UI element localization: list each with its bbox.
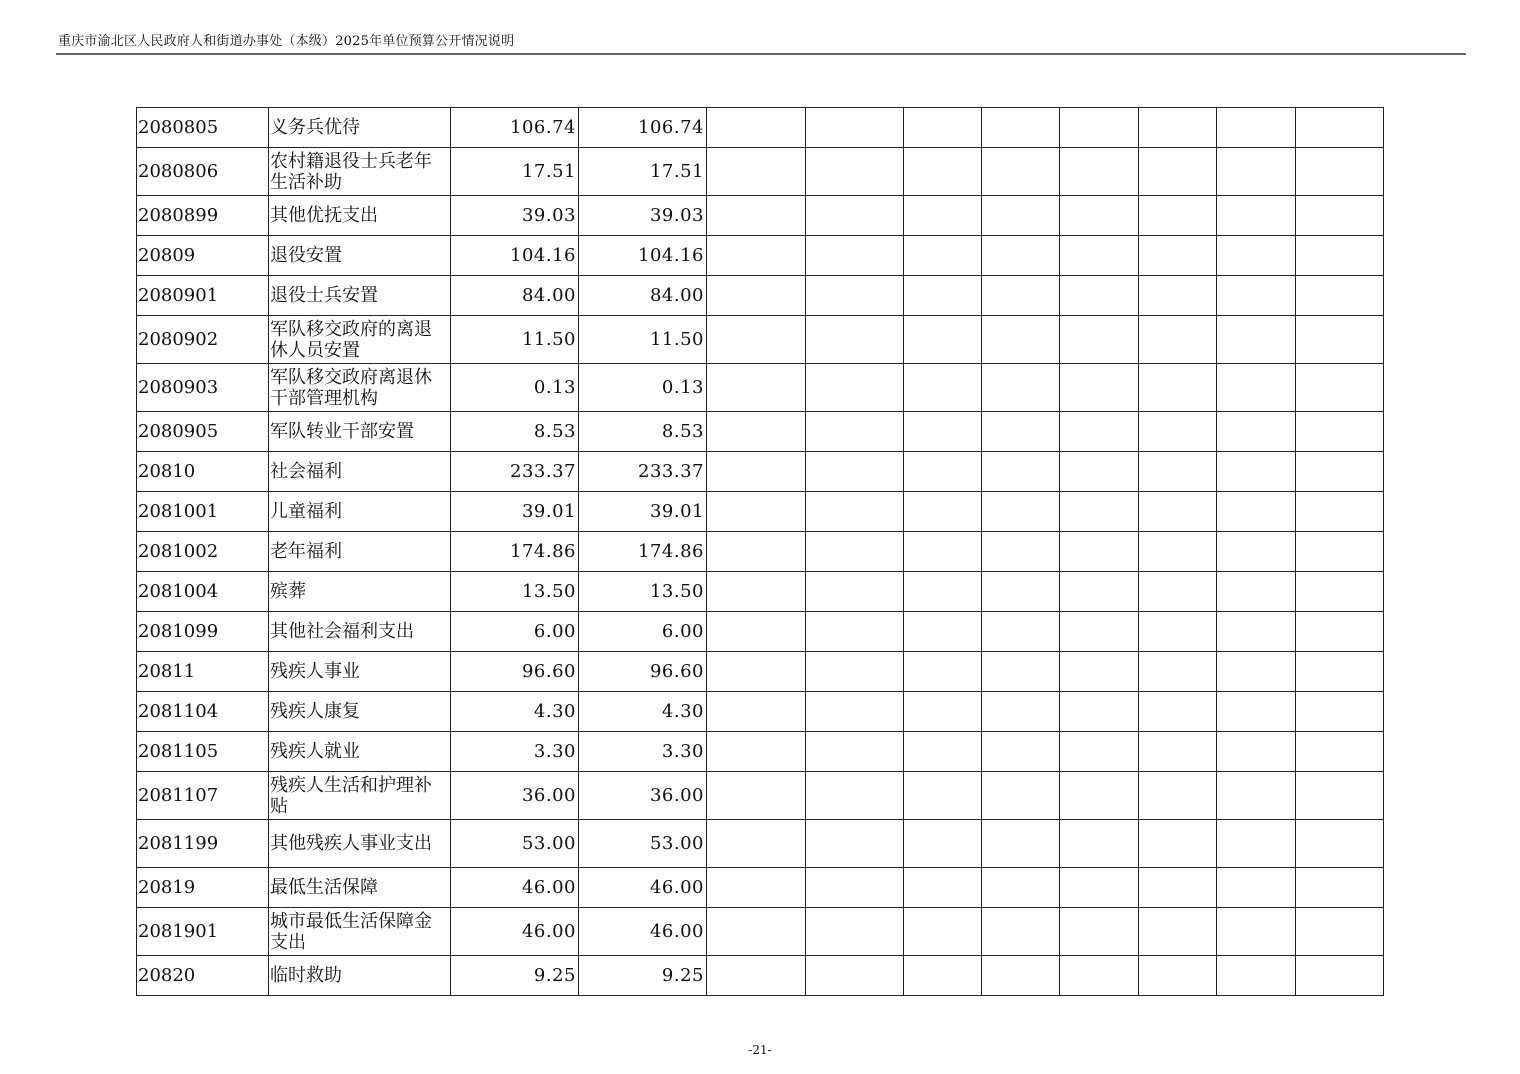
empty-cell — [904, 956, 982, 996]
table-row — [137, 364, 1384, 412]
table-row — [137, 772, 1384, 820]
total-amount-cell: 39.01 — [451, 492, 579, 532]
empty-cell — [904, 412, 982, 452]
empty-cell — [1296, 452, 1384, 492]
empty-cell — [1060, 108, 1139, 148]
subject-name-cell: 其他社会福利支出 — [269, 612, 451, 652]
basic-expenditure-cell: 3.30 — [579, 732, 707, 772]
empty-cell — [707, 868, 806, 908]
total-amount-cell: 36.00 — [451, 772, 579, 820]
subject-name-cell: 退役士兵安置 — [269, 276, 451, 316]
empty-cell — [707, 732, 806, 772]
empty-cell — [707, 148, 806, 196]
empty-cell — [1217, 364, 1296, 412]
total-amount-cell: 17.51 — [451, 148, 579, 196]
empty-cell — [1060, 732, 1139, 772]
empty-cell — [982, 236, 1060, 276]
empty-cell — [904, 692, 982, 732]
empty-cell — [1060, 652, 1139, 692]
empty-cell — [1060, 148, 1139, 196]
subject-code-cell: 2080805 — [137, 108, 269, 148]
table-row — [137, 108, 1384, 148]
total-amount-cell: 13.50 — [451, 572, 579, 612]
empty-cell — [1139, 196, 1217, 236]
empty-cell — [904, 532, 982, 572]
empty-cell — [1296, 652, 1384, 692]
empty-cell — [1060, 692, 1139, 732]
empty-cell — [806, 868, 904, 908]
empty-cell — [1139, 364, 1217, 412]
basic-expenditure-cell: 46.00 — [579, 868, 707, 908]
subject-name-cell: 军队移交政府离退休干部管理机构 — [269, 364, 451, 412]
empty-cell — [982, 732, 1060, 772]
subject-code-cell: 20811 — [137, 652, 269, 692]
empty-cell — [904, 108, 982, 148]
empty-cell — [982, 316, 1060, 364]
subject-name-cell: 残疾人康复 — [269, 692, 451, 732]
subject-code-cell: 2080899 — [137, 196, 269, 236]
subject-name-cell: 残疾人就业 — [269, 732, 451, 772]
empty-cell — [1296, 732, 1384, 772]
empty-cell — [707, 196, 806, 236]
subject-name-cell: 其他优抚支出 — [269, 196, 451, 236]
basic-expenditure-cell: 84.00 — [579, 276, 707, 316]
empty-cell — [707, 612, 806, 652]
empty-cell — [1217, 236, 1296, 276]
empty-cell — [1296, 276, 1384, 316]
empty-cell — [806, 532, 904, 572]
empty-cell — [1296, 868, 1384, 908]
empty-cell — [1139, 692, 1217, 732]
subject-code-cell: 2080905 — [137, 412, 269, 452]
basic-expenditure-cell: 39.03 — [579, 196, 707, 236]
empty-cell — [1139, 276, 1217, 316]
empty-cell — [806, 956, 904, 996]
total-amount-cell: 0.13 — [451, 364, 579, 412]
basic-expenditure-cell: 46.00 — [579, 908, 707, 956]
total-amount-cell: 53.00 — [451, 820, 579, 868]
empty-cell — [1217, 868, 1296, 908]
empty-cell — [1060, 276, 1139, 316]
empty-cell — [1217, 572, 1296, 612]
empty-cell — [904, 236, 982, 276]
empty-cell — [1296, 908, 1384, 956]
empty-cell — [1217, 532, 1296, 572]
empty-cell — [1296, 364, 1384, 412]
table-row — [137, 908, 1384, 956]
empty-cell — [1060, 772, 1139, 820]
table-row — [137, 276, 1384, 316]
empty-cell — [1060, 196, 1139, 236]
subject-code-cell: 2080806 — [137, 148, 269, 196]
subject-code-cell: 20819 — [137, 868, 269, 908]
basic-expenditure-cell: 9.25 — [579, 956, 707, 996]
empty-cell — [806, 772, 904, 820]
empty-cell — [1060, 364, 1139, 412]
empty-cell — [1139, 452, 1217, 492]
empty-cell — [1060, 612, 1139, 652]
total-amount-cell: 6.00 — [451, 612, 579, 652]
empty-cell — [1139, 492, 1217, 532]
empty-cell — [982, 532, 1060, 572]
empty-cell — [1139, 612, 1217, 652]
subject-name-cell: 军队转业干部安置 — [269, 412, 451, 452]
total-amount-cell: 39.03 — [451, 196, 579, 236]
empty-cell — [904, 772, 982, 820]
subject-name-cell: 社会福利 — [269, 452, 451, 492]
empty-cell — [806, 316, 904, 364]
total-amount-cell: 4.30 — [451, 692, 579, 732]
empty-cell — [1217, 652, 1296, 692]
empty-cell — [1060, 412, 1139, 452]
table-row — [137, 412, 1384, 452]
empty-cell — [1139, 868, 1217, 908]
empty-cell — [707, 572, 806, 612]
table-row — [137, 652, 1384, 692]
empty-cell — [1296, 532, 1384, 572]
empty-cell — [1060, 236, 1139, 276]
empty-cell — [982, 772, 1060, 820]
empty-cell — [1139, 148, 1217, 196]
table-row — [137, 196, 1384, 236]
basic-expenditure-cell: 36.00 — [579, 772, 707, 820]
empty-cell — [982, 148, 1060, 196]
subject-name-cell: 其他残疾人事业支出 — [269, 820, 451, 868]
empty-cell — [1060, 956, 1139, 996]
empty-cell — [806, 692, 904, 732]
empty-cell — [982, 820, 1060, 868]
basic-expenditure-cell: 8.53 — [579, 412, 707, 452]
subject-name-cell: 农村籍退役士兵老年生活补助 — [269, 148, 451, 196]
subject-name-cell: 义务兵优待 — [269, 108, 451, 148]
empty-cell — [1139, 572, 1217, 612]
basic-expenditure-cell: 174.86 — [579, 532, 707, 572]
empty-cell — [1139, 956, 1217, 996]
total-amount-cell: 11.50 — [451, 316, 579, 364]
empty-cell — [904, 196, 982, 236]
subject-code-cell: 2081001 — [137, 492, 269, 532]
empty-cell — [982, 412, 1060, 452]
empty-cell — [1217, 732, 1296, 772]
empty-cell — [707, 236, 806, 276]
empty-cell — [707, 412, 806, 452]
total-amount-cell: 96.60 — [451, 652, 579, 692]
empty-cell — [1296, 196, 1384, 236]
empty-cell — [1060, 532, 1139, 572]
basic-expenditure-cell: 17.51 — [579, 148, 707, 196]
empty-cell — [904, 652, 982, 692]
subject-code-cell: 2081105 — [137, 732, 269, 772]
empty-cell — [806, 196, 904, 236]
empty-cell — [1217, 908, 1296, 956]
empty-cell — [1296, 612, 1384, 652]
empty-cell — [707, 956, 806, 996]
empty-cell — [904, 612, 982, 652]
subject-code-cell: 2080901 — [137, 276, 269, 316]
subject-code-cell: 2081099 — [137, 612, 269, 652]
subject-name-cell: 临时救助 — [269, 956, 451, 996]
empty-cell — [1296, 956, 1384, 996]
table-row — [137, 492, 1384, 532]
subject-name-cell: 残疾人生活和护理补贴 — [269, 772, 451, 820]
empty-cell — [707, 492, 806, 532]
subject-code-cell: 2080903 — [137, 364, 269, 412]
table-row — [137, 452, 1384, 492]
empty-cell — [982, 612, 1060, 652]
empty-cell — [1139, 652, 1217, 692]
empty-cell — [806, 236, 904, 276]
subject-name-cell: 军队移交政府的离退休人员安置 — [269, 316, 451, 364]
table-row — [137, 572, 1384, 612]
empty-cell — [1060, 820, 1139, 868]
total-amount-cell: 46.00 — [451, 908, 579, 956]
empty-cell — [1139, 236, 1217, 276]
empty-cell — [707, 652, 806, 692]
empty-cell — [707, 908, 806, 956]
empty-cell — [1060, 492, 1139, 532]
total-amount-cell: 46.00 — [451, 868, 579, 908]
empty-cell — [806, 452, 904, 492]
subject-code-cell: 20810 — [137, 452, 269, 492]
total-amount-cell: 8.53 — [451, 412, 579, 452]
basic-expenditure-cell: 96.60 — [579, 652, 707, 692]
subject-code-cell: 2080902 — [137, 316, 269, 364]
empty-cell — [806, 276, 904, 316]
subject-name-cell: 老年福利 — [269, 532, 451, 572]
empty-cell — [806, 652, 904, 692]
empty-cell — [1060, 452, 1139, 492]
empty-cell — [707, 108, 806, 148]
empty-cell — [904, 492, 982, 532]
empty-cell — [982, 196, 1060, 236]
table-row — [137, 532, 1384, 572]
empty-cell — [806, 612, 904, 652]
subject-name-cell: 殡葬 — [269, 572, 451, 612]
empty-cell — [1139, 732, 1217, 772]
empty-cell — [982, 572, 1060, 612]
empty-cell — [1139, 316, 1217, 364]
empty-cell — [806, 108, 904, 148]
empty-cell — [1217, 612, 1296, 652]
empty-cell — [982, 692, 1060, 732]
basic-expenditure-cell: 13.50 — [579, 572, 707, 612]
empty-cell — [1060, 316, 1139, 364]
empty-cell — [707, 364, 806, 412]
empty-cell — [1217, 108, 1296, 148]
empty-cell — [904, 820, 982, 868]
empty-cell — [1217, 148, 1296, 196]
basic-expenditure-cell: 106.74 — [579, 108, 707, 148]
empty-cell — [1139, 532, 1217, 572]
subject-code-cell: 2081002 — [137, 532, 269, 572]
basic-expenditure-cell: 4.30 — [579, 692, 707, 732]
table-row — [137, 732, 1384, 772]
empty-cell — [904, 732, 982, 772]
total-amount-cell: 106.74 — [451, 108, 579, 148]
page-header-title: 重庆市渝北区人民政府人和街道办事处（本级）2025年单位预算公开情况说明 — [58, 34, 515, 49]
empty-cell — [1060, 868, 1139, 908]
subject-code-cell: 20809 — [137, 236, 269, 276]
subject-code-cell: 2081199 — [137, 820, 269, 868]
empty-cell — [982, 276, 1060, 316]
empty-cell — [806, 492, 904, 532]
table-row — [137, 148, 1384, 196]
empty-cell — [904, 908, 982, 956]
empty-cell — [1217, 492, 1296, 532]
empty-cell — [806, 412, 904, 452]
empty-cell — [982, 908, 1060, 956]
subject-code-cell: 2081901 — [137, 908, 269, 956]
basic-expenditure-cell: 39.01 — [579, 492, 707, 532]
empty-cell — [1296, 316, 1384, 364]
empty-cell — [1217, 692, 1296, 732]
empty-cell — [982, 364, 1060, 412]
subject-code-cell: 2081004 — [137, 572, 269, 612]
empty-cell — [982, 868, 1060, 908]
empty-cell — [1217, 452, 1296, 492]
basic-expenditure-cell: 104.16 — [579, 236, 707, 276]
empty-cell — [1296, 148, 1384, 196]
page-number: -21- — [748, 1043, 772, 1057]
empty-cell — [1296, 692, 1384, 732]
empty-cell — [806, 820, 904, 868]
empty-cell — [982, 652, 1060, 692]
empty-cell — [806, 364, 904, 412]
empty-cell — [707, 772, 806, 820]
table-row — [137, 820, 1384, 868]
empty-cell — [982, 452, 1060, 492]
basic-expenditure-cell: 233.37 — [579, 452, 707, 492]
empty-cell — [1139, 412, 1217, 452]
empty-cell — [904, 452, 982, 492]
table-body — [137, 108, 1384, 996]
empty-cell — [707, 820, 806, 868]
total-amount-cell: 104.16 — [451, 236, 579, 276]
empty-cell — [1296, 820, 1384, 868]
empty-cell — [1217, 956, 1296, 996]
total-amount-cell: 174.86 — [451, 532, 579, 572]
table-row — [137, 316, 1384, 364]
subject-code-cell: 20820 — [137, 956, 269, 996]
basic-expenditure-cell: 53.00 — [579, 820, 707, 868]
empty-cell — [707, 532, 806, 572]
empty-cell — [1217, 820, 1296, 868]
empty-cell — [1296, 412, 1384, 452]
empty-cell — [707, 452, 806, 492]
subject-name-cell: 儿童福利 — [269, 492, 451, 532]
empty-cell — [982, 956, 1060, 996]
header-divider — [56, 53, 1466, 55]
total-amount-cell: 233.37 — [451, 452, 579, 492]
empty-cell — [1217, 772, 1296, 820]
empty-cell — [1296, 108, 1384, 148]
empty-cell — [1217, 316, 1296, 364]
empty-cell — [904, 148, 982, 196]
total-amount-cell: 9.25 — [451, 956, 579, 996]
empty-cell — [1139, 820, 1217, 868]
total-amount-cell: 3.30 — [451, 732, 579, 772]
empty-cell — [982, 108, 1060, 148]
budget-table — [136, 107, 1384, 996]
empty-cell — [806, 572, 904, 612]
empty-cell — [1217, 412, 1296, 452]
empty-cell — [904, 364, 982, 412]
empty-cell — [1139, 772, 1217, 820]
table-row — [137, 692, 1384, 732]
subject-name-cell: 最低生活保障 — [269, 868, 451, 908]
empty-cell — [1296, 572, 1384, 612]
empty-cell — [806, 908, 904, 956]
empty-cell — [904, 868, 982, 908]
total-amount-cell: 84.00 — [451, 276, 579, 316]
empty-cell — [982, 492, 1060, 532]
subject-name-cell: 退役安置 — [269, 236, 451, 276]
empty-cell — [1217, 276, 1296, 316]
empty-cell — [1296, 772, 1384, 820]
subject-name-cell: 城市最低生活保障金支出 — [269, 908, 451, 956]
table-row — [137, 612, 1384, 652]
table-row — [137, 956, 1384, 996]
basic-expenditure-cell: 11.50 — [579, 316, 707, 364]
empty-cell — [904, 276, 982, 316]
empty-cell — [707, 692, 806, 732]
empty-cell — [806, 148, 904, 196]
empty-cell — [1296, 492, 1384, 532]
empty-cell — [904, 316, 982, 364]
subject-code-cell: 2081107 — [137, 772, 269, 820]
empty-cell — [707, 316, 806, 364]
empty-cell — [1217, 196, 1296, 236]
empty-cell — [1060, 908, 1139, 956]
empty-cell — [904, 572, 982, 612]
subject-name-cell: 残疾人事业 — [269, 652, 451, 692]
empty-cell — [1296, 236, 1384, 276]
subject-code-cell: 2081104 — [137, 692, 269, 732]
empty-cell — [707, 276, 806, 316]
empty-cell — [1060, 572, 1139, 612]
table-row — [137, 236, 1384, 276]
basic-expenditure-cell: 6.00 — [579, 612, 707, 652]
table-row — [137, 868, 1384, 908]
basic-expenditure-cell: 0.13 — [579, 364, 707, 412]
empty-cell — [806, 732, 904, 772]
empty-cell — [1139, 108, 1217, 148]
empty-cell — [1139, 908, 1217, 956]
